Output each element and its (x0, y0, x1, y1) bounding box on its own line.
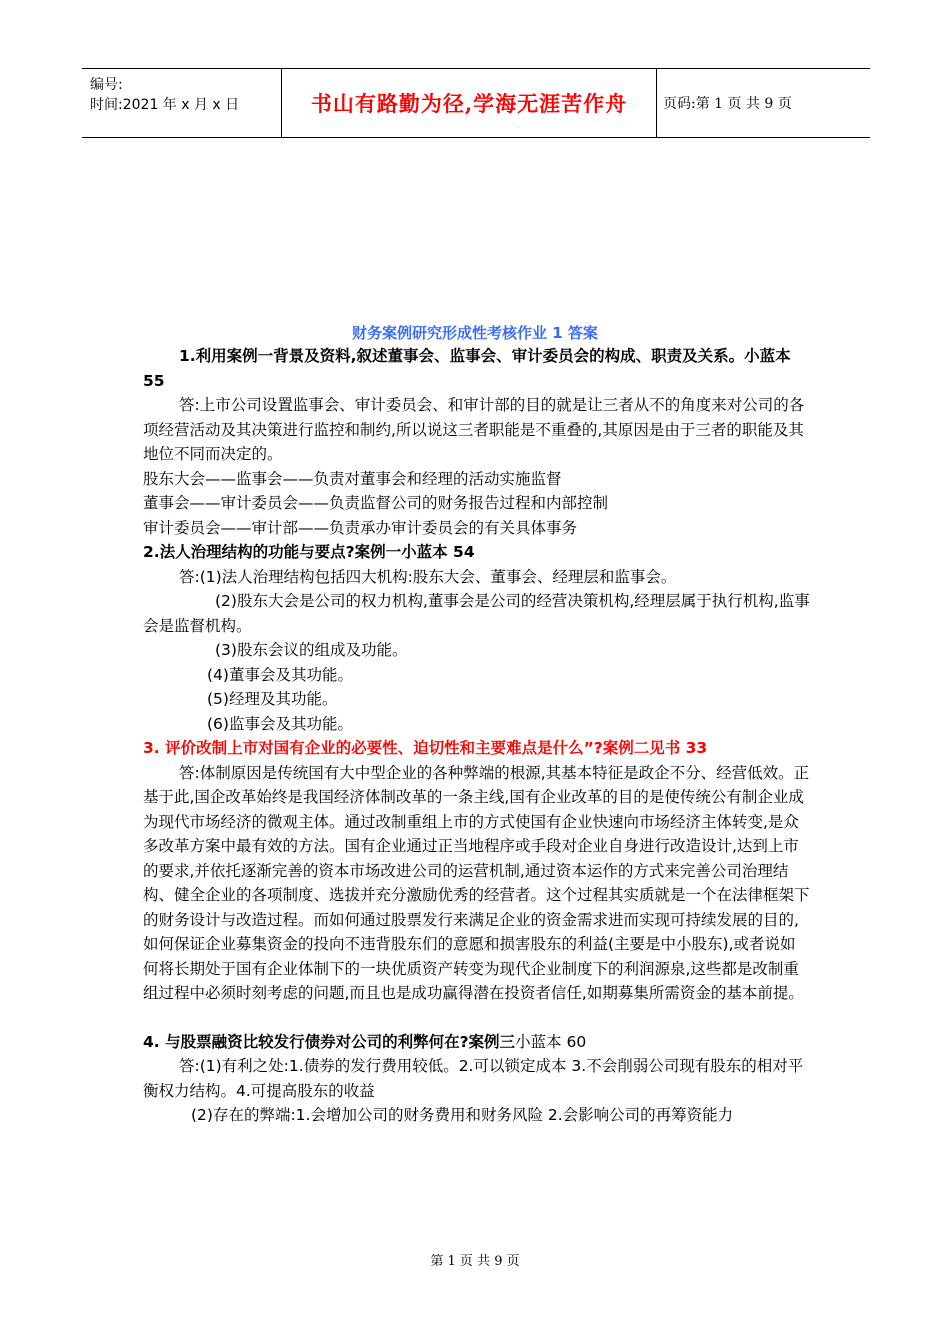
document-title: 财务案例研究形成性考核作业 1 答案 (352, 324, 598, 342)
question-3: 3. 评价改制上市对国有企业的必要性、迫切性和主要难点是什么”?案例二见书 33 (143, 739, 708, 757)
answer-1-line-2: 董事会——审计委员会——负责监督公司的财务报告过程和内部控制 (143, 494, 609, 512)
time-label: 时间:2021 年 x 月 x 日 (90, 97, 240, 113)
question-1: 1.利用案例一背景及资料,叙述董事会、监事会、审计委员会的构成、职责及关系。小蓝本 55 (143, 347, 791, 390)
header-motto-cell (282, 69, 657, 137)
number-label: 编号: (90, 77, 123, 93)
document-body (143, 344, 811, 1128)
answer-2-item-4: (4)董事会及其功能。 (207, 665, 353, 684)
answer-4-advantages: 答:(1)有利之处:1.债券的发行费用较低。2.可以锁定成本 3.不会削弱公司现有股东的相对平衡权力结构。4.可提高股东的收益 (143, 1057, 804, 1100)
question-4-line (143, 1030, 811, 1055)
header-page-cell (657, 69, 870, 137)
page-header (82, 68, 870, 138)
question-4-ref: 小蓝本 60 (515, 1032, 587, 1051)
answer-2-item-1: 答:(1)法人治理结构包括四大机构:股东大会、董事会、经理层和监事会。 (179, 567, 677, 586)
spacer (143, 1006, 811, 1030)
answer-1: 答:上市公司设置监事会、审计委员会、和审计部的目的就是让三者从不的角度来对公司的各项经营活动及其决策进行监控和制约,所以说这三者职能是不重叠的,其原因是由于三者的职能及其地位不同而决定的。 (143, 396, 805, 463)
answer-3: 答:体制原因是传统国有大中型企业的各种弊端的根源,其基本特征是政企不分、经营低效。正基于此,国企改革始终是我国经济体制改革的一条主线,国有企业改革的目的是使传统公有制企业成为现代市场经济的微观主体。通过改制重组上市的方式使国有企业快速向市场经济主体转变,是众多改革方案中最有效的方法。国有企业通过正当地程序或手段对企业自身进行改造设计,达到上市的要求,并依托逐渐完善的资本市场改进公司的运营机制,通过资本运作的方式来完善公司治理结构、健全企业的各项制度、选拔并充分激励优秀的经营者。这个过程其实质就是一个在法律框架下的财务设计与改造过程。而如何通过股票发行来满足企业的资金需求进而实现可持续发展的目的,如何保证企业募集资金的投向不违背股东们的意愿和损害股东的利益(主要是中小股东),或者说如何将长期处于国有企业体制下的一块优质资产转变为现代企业制度下的利润源泉,这些都是改制重组过程中必须时刻考虑的问题,而且也是成功赢得潜在投资者信任,如期募集所需资金的基本前提。 (143, 763, 810, 1002)
page-footer: 第 1 页 共 9 页 (430, 1254, 520, 1269)
question-4: 4. 与股票融资比较发行债券对公司的利弊何在?案例三 (143, 1032, 516, 1051)
motto: 书山有路勤为径,学海无涯苦作舟 (310, 91, 628, 116)
answer-4-disadvantages: (2)存在的弊端:1.会增加公司的财务费用和财务风险 2.会影响公司的再筹资能力 (191, 1106, 734, 1124)
answer-2-item-5: (5)经理及其功能。 (207, 690, 338, 708)
answer-1-line-3: 审计委员会——审计部——负责承办审计委员会的有关具体事务 (143, 518, 578, 537)
question-2: 2.法人治理结构的功能与要点?案例一小蓝本 54 (143, 543, 475, 561)
answer-2-item-6: (6)监事会及其功能。 (207, 714, 353, 733)
answer-2-item-3: (3)股东会议的组成及功能。 (215, 641, 408, 659)
answer-2-item-2: (2)股东大会是公司的权力机构,董事会是公司的经营决策机构,经理层属于执行机构,监事会是监督机构。 (143, 592, 810, 635)
answer-1-line-1: 股东大会——监事会——负责对董事会和经理的活动实施监督 (143, 469, 562, 488)
page-info: 页码:第 1 页 共 9 页 (663, 96, 792, 112)
header-meta (82, 69, 282, 137)
